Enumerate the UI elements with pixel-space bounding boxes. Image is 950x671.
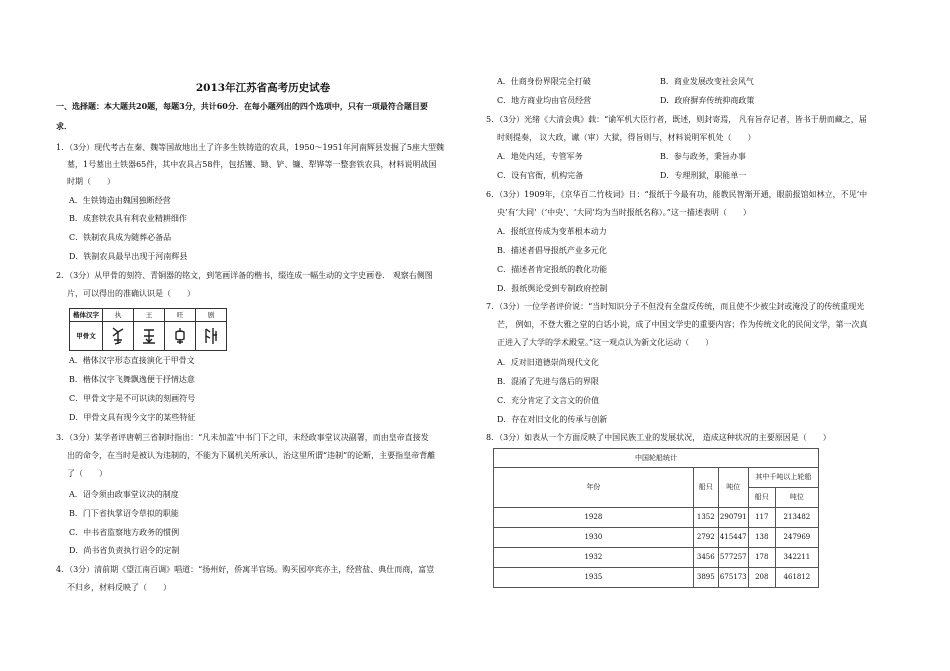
table-row bbox=[494, 568, 819, 588]
table-caption: 中国轮船统计 bbox=[494, 449, 819, 468]
cell-tonnage: 675173 bbox=[718, 568, 748, 588]
q4-option-a[interactable]: A．仕商身份界限完全打破 bbox=[497, 77, 591, 86]
cell-ships: 2792 bbox=[693, 528, 718, 548]
q7-text-line3: 正进入了大学的学术殿堂。”这一观点认为新文化运动（ ） bbox=[497, 338, 714, 347]
q2-option-a[interactable]: A．楷体汉字形态直接演化于甲骨文 bbox=[69, 356, 195, 365]
q5-option-d[interactable]: D．专理刑狱，职能单一 bbox=[660, 171, 747, 180]
oracle-glyph-2 bbox=[134, 322, 165, 351]
oracle-bone-glyph-icon bbox=[141, 326, 157, 346]
q3-text-line1: 3．（3分）某学者评唐朝三省制时指出：“凡未加盖‘中书门下之印，未经政事堂议决副署，而由皇帝直接发 bbox=[56, 433, 429, 442]
cell-year: 1928 bbox=[494, 508, 694, 528]
table-header-oracle: 甲骨文 bbox=[70, 322, 103, 351]
q2-option-b[interactable]: B．楷体汉字飞舞飘逸便于抒情达意 bbox=[69, 375, 195, 384]
q1-text-line1: 1．（3分）现代考古在秦、魏等国故地出土了许多生铁铸造的农具，1950～1951年河南辉县发掘了5座大型魏 bbox=[56, 143, 444, 152]
oracle-bone-glyph-icon bbox=[203, 326, 219, 346]
q1-text-line2: 墓，1号墓出土铁器65件，其中农具占58件，包括镬、锄、铲、镰、犁铧等一整套铁农具，材料说明战国 bbox=[67, 160, 437, 169]
q2-text-line1: 2．（3分）从甲骨的刻符、青铜器的铭文，到笔画详备的楷书，缀连成一幅生动的文字史画卷． 观察右侧图 bbox=[56, 271, 433, 280]
cell-large-tonnage: 461812 bbox=[775, 568, 818, 588]
cell-large-ships: 178 bbox=[748, 548, 775, 568]
q1-option-a[interactable]: A．生铁铸造由魏国独断经营 bbox=[69, 196, 171, 205]
cell-tonnage: 290791 bbox=[718, 508, 748, 528]
q1-option-d[interactable]: D．铁制农具最早出现于河南辉县 bbox=[69, 252, 188, 261]
q7-option-c[interactable]: C．充分肯定了文言文的价值 bbox=[497, 396, 600, 405]
cell-year: 1935 bbox=[494, 568, 694, 588]
q3-option-a[interactable]: A．诏令须由政事堂议决的制度 bbox=[69, 490, 179, 499]
q7-option-a[interactable]: A．反对旧道德崇尚现代文化 bbox=[497, 358, 599, 367]
q5-option-c[interactable]: C．设有官衙，机构完备 bbox=[497, 171, 584, 180]
subheader-tonnage: 吨位 bbox=[775, 488, 818, 508]
q4-option-b[interactable]: B．商业发展改变社会风气 bbox=[660, 77, 754, 86]
cell-ships: 3895 bbox=[693, 568, 718, 588]
q1-text-line3: 时期（ ） bbox=[67, 177, 115, 186]
page-title: 2013年江苏省高考历史试卷 bbox=[195, 82, 331, 94]
q5-option-a[interactable]: A．地处内廷，专管军务 bbox=[497, 152, 583, 161]
table-row bbox=[494, 528, 819, 548]
oracle-glyph-1 bbox=[103, 322, 134, 351]
oracle-bone-glyph-icon bbox=[110, 326, 126, 346]
table-header-kaishu: 楷体汉字 bbox=[70, 309, 103, 322]
cell-tonnage: 415447 bbox=[718, 528, 748, 548]
cell-tonnage: 577257 bbox=[718, 548, 748, 568]
kaishu-char-3: 旺 bbox=[165, 309, 196, 322]
cell-large-tonnage: 213482 bbox=[775, 508, 818, 528]
q3-text-line2: 出的命令，在当时是被认为违制的，不能为下属机关所承认，治这里所谓“违制”的论断，主要指皇帝背離 bbox=[67, 451, 436, 460]
q7-text-line2: 芒， 例如，不登大雅之堂的白话小说，成了中国文学史的重要内容；作为传统文化的民间文学，第一次真 bbox=[497, 320, 868, 329]
cell-year: 1932 bbox=[494, 548, 694, 568]
q6-text-line2: 央’有‘大同’（‘中央’、‘大同’均为当时报纸名称）。”这一描述表明（ ） bbox=[497, 208, 751, 217]
q4-option-c[interactable]: C．地方商业均由官员经营 bbox=[497, 96, 592, 105]
cell-large-tonnage: 342211 bbox=[775, 548, 818, 568]
kaishu-char-1: 执 bbox=[103, 309, 134, 322]
q2-option-c[interactable]: C．甲骨文字是不可识读的刻画符号 bbox=[69, 394, 196, 403]
table-row bbox=[494, 548, 819, 568]
q4-text-line1: 4．（3分）清前期《望江南百调》唱道：“扬州好，侨寓半官场。购买园亭宾亦主，经营盐、典仕而商，富豈 bbox=[56, 565, 435, 574]
section-heading-line1: 一、选择题：本大题共20题，每题3分，共计60分．在每小题列出的四个选项中，只有一项最符合题目要 bbox=[56, 101, 428, 111]
q5-option-b[interactable]: B．参与政务，秉旨办事 bbox=[660, 152, 746, 161]
q1-option-c[interactable]: C．铁制农具成为随葬必备品 bbox=[69, 233, 172, 242]
q4-option-d[interactable]: D．政府摒弃传统抑商政策 bbox=[660, 96, 755, 105]
subheader-ships: 船只 bbox=[748, 488, 775, 508]
table-row bbox=[494, 508, 819, 528]
q7-text-line1: 7．（3分）一位学者评价说：“当时知识分子不但没有全盘反传统，而且使不少被尘封或淹没了的传统重现光 bbox=[486, 302, 865, 311]
script-comparison-table bbox=[69, 308, 227, 351]
column-header-year: 年份 bbox=[494, 468, 694, 508]
q6-option-a[interactable]: A．报纸宣传成为变革根本动力 bbox=[497, 227, 607, 236]
q7-option-d[interactable]: D．存在对旧文化的传承与创新 bbox=[497, 415, 608, 424]
q4-text-line2: 不归乡，材料反映了（ ） bbox=[67, 583, 171, 592]
column-header-tonnage: 吨位 bbox=[718, 468, 748, 508]
column-header-ships: 船只 bbox=[693, 468, 718, 508]
q5-text-line1: 5．（3分）光绪《大清会典》载：“谕军机大臣行者，既述，则封寄焉， 凡有旨存记者，皆书于册而藏之，届 bbox=[486, 115, 867, 124]
section-heading-line2: 求． bbox=[56, 121, 72, 131]
q6-option-b[interactable]: B．描述者倡导报纸产业多元化 bbox=[497, 246, 607, 255]
oracle-glyph-3 bbox=[165, 322, 196, 351]
q5-text-line2: 时则提奏， 议大政，谳（审）大狱，得旨则与，材料说明军机处（ ） bbox=[497, 133, 756, 142]
q6-option-c[interactable]: C．描述者肯定报纸的教化功能 bbox=[497, 265, 608, 274]
q3-text-line3: 了（ ） bbox=[67, 469, 107, 478]
ship-statistics-table bbox=[493, 448, 819, 588]
kaishu-char-2: 王 bbox=[134, 309, 165, 322]
q3-option-b[interactable]: B．门下省执掌诏令草拟的职能 bbox=[69, 509, 179, 518]
kaishu-char-4: 剧 bbox=[196, 309, 227, 322]
q7-option-b[interactable]: B．混淆了先进与落后的界限 bbox=[497, 377, 599, 386]
q6-text-line1: 6．（3分）1909年，《京华百二竹枝词》日：“报纸于今最有功，能教民智渐开通，眼前报馆如林立，不见‘中 bbox=[486, 190, 868, 199]
cell-large-ships: 208 bbox=[748, 568, 775, 588]
q3-option-d[interactable]: D．尚书省负责执行诏令的定制 bbox=[69, 546, 180, 555]
cell-year: 1930 bbox=[494, 528, 694, 548]
cell-ships: 1352 bbox=[693, 508, 718, 528]
oracle-bone-glyph-icon bbox=[172, 326, 188, 346]
q2-text-line2: 片，可以得出的准确认识是（ ） bbox=[67, 289, 195, 298]
cell-large-ships: 138 bbox=[748, 528, 775, 548]
q2-option-d[interactable]: D．甲骨文具有现今文字的某些特征 bbox=[69, 413, 196, 422]
cell-ships: 3456 bbox=[693, 548, 718, 568]
column-header-large-ships: 其中千吨以上轮船 bbox=[748, 468, 818, 488]
cell-large-tonnage: 247969 bbox=[775, 528, 818, 548]
cell-large-ships: 117 bbox=[748, 508, 775, 528]
q8-text-line1: 8．（3分）如表从一个方面反映了中国民族工业的发展状况， 造成这种状况的主要原因是（ ） bbox=[486, 433, 831, 442]
q1-option-b[interactable]: B．成套铁农具有利农业精耕细作 bbox=[69, 214, 187, 223]
q6-option-d[interactable]: D．报纸舆论受到专制政府控制 bbox=[497, 284, 608, 293]
q3-option-c[interactable]: C．中书省监察地方政务的惯例 bbox=[69, 528, 180, 537]
oracle-glyph-4 bbox=[196, 322, 227, 351]
